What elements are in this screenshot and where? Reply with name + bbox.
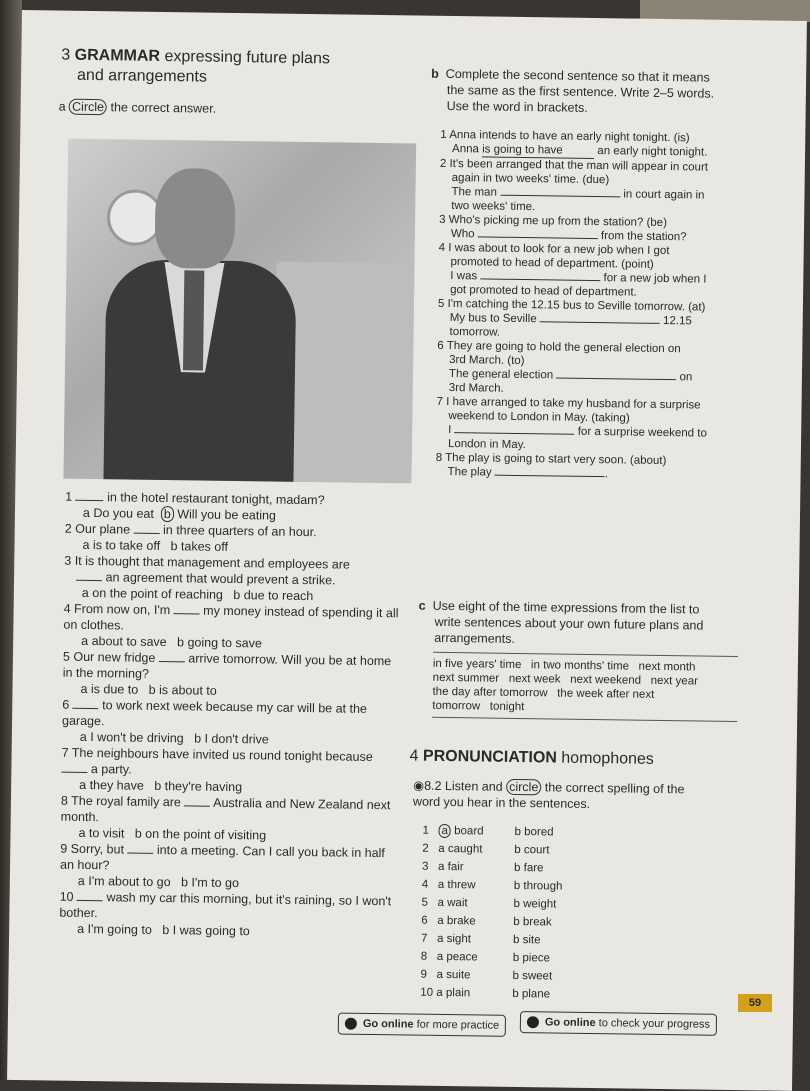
section3-title-rest: expressing future plans — [164, 47, 331, 68]
part-c-instruction: c Use eight of the time expressions from the list to write sentences about your own future plans and arrangements. — [418, 598, 704, 646]
section3a-instruction — [59, 99, 217, 117]
pair-row: 4 a threw b through — [421, 878, 563, 893]
part-b-label: b — [431, 66, 439, 81]
question-3-options: a on the point of reaching b due to reach — [81, 585, 314, 604]
question-9: 9 Sorry, but into a meeting. Can I call you back in half an hour? — [59, 841, 385, 873]
homophone-list — [420, 822, 622, 1005]
answer-field[interactable] — [480, 278, 600, 281]
time-expressions-list: in five years' time in two months' time next month next summer next week next weekend next year the day after tomorrow the week after next tomorrow tonight — [432, 652, 738, 722]
part-b-instruction: b Complete the second sentence so that it means the same as the first sentence. Write 2–5 words. Use the word in brackets. — [431, 66, 715, 115]
pair-row: 8 a peace b piece — [420, 950, 550, 965]
grammar-questions — [59, 489, 405, 942]
check-progress-button[interactable]: Go online to check your progress — [520, 1011, 717, 1036]
question-3: 3 It is thought that management and employees are — [64, 553, 350, 572]
b-item-2: 2 It's been arranged that the man will appear in court — [439, 157, 709, 174]
answer-field[interactable] — [540, 321, 660, 324]
answer-field[interactable] — [500, 195, 620, 198]
section4-heading: 4 PRONUNCIATION homophones — [409, 747, 654, 768]
pair-row: 10 a plain b plane — [420, 986, 551, 1001]
b-item-3: 3 Who's picking me up from the station? (be) — [439, 213, 668, 230]
part-b-items: 1 Anna intends to have an early night tonight. (is) Anna is going to have an early night tonight. 2 It's been arranged that the man will appear in court again in two weeks' time. (due) The man in court again in two weeks' time. 3 Who's picking me up from the station? (be) Who from the station? 4 I was about to look for a new job when I got promoted to head of department. (point) I was for a new job when I got promoted to head of department. 5 I'm catching the 12.15 bus to Seville tomorrow. (at) My bus to Seville 12.15 tomorrow. 6 They are going to hold the general election on 3rd March. (to) The general election on 3rd March. 7 I have arranged to take my husband for a surprise weekend to London in May. (taking) I for a surprise weekend to London in May. 8 The play is going to start very soon. (about) The play . — [435, 128, 740, 483]
part-a-instruction: the correct answer. — [110, 100, 217, 116]
question-10-options: a I'm going to b I was going to — [77, 921, 250, 939]
question-4: 4 From now on, I'm my money instead of spending it all on clothes. — [63, 601, 399, 633]
businessman-photo — [63, 139, 416, 484]
answer-field[interactable] — [478, 236, 598, 239]
question-7: 7 The neighbours have invited us round tonight because a party. — [61, 745, 373, 777]
question-3-cont: an agreement that would prevent a strike. — [64, 569, 404, 590]
pair-row: 5 a wait b weight — [421, 896, 557, 911]
b-item-4: 4 I was about to look for a new job when I got — [438, 241, 670, 258]
b-item-6: 6 They are going to hold the general election on — [437, 339, 681, 356]
audio-icon[interactable]: ◉ — [413, 778, 425, 793]
section4-instruction: ◉8.2 Listen and circle the correct spelling of the word you hear in the sentences. — [412, 778, 685, 812]
part-a-label: a — [58, 99, 66, 114]
pair-row: 7 a sight b site — [420, 932, 541, 947]
question-8: 8 The royal family are Australia and New Zealand next month. — [60, 793, 391, 825]
answer-field[interactable] — [455, 432, 575, 435]
circle-word: Circle — [69, 99, 107, 116]
tie-image — [183, 270, 204, 370]
answer-field[interactable] — [495, 475, 605, 478]
question-5: 5 Our new fridge arrive tomorrow. Will you be at home in the morning? — [62, 649, 392, 681]
question-1: 1 in the hotel restaurant tonight, madam? — [65, 489, 325, 508]
section4-title: PRONUNCIATION — [422, 747, 558, 767]
pair-row: 1 a board b bored — [422, 824, 554, 839]
face-image — [154, 168, 235, 269]
question-10: 10 wash my car this morning, but it's raining, so I won't bother. — [59, 889, 392, 921]
question-5-options: a is due to b is about to — [80, 681, 217, 698]
b-item-8: 8 The play is going to start very soon. (about) — [435, 451, 667, 468]
check-icon — [527, 1016, 539, 1028]
b-item-7: 7 I have arranged to take my husband for a surprise — [436, 395, 701, 412]
question-6: 6 to work next week because my car will be at the garage. — [61, 697, 368, 729]
answer-example: is going to have — [482, 142, 594, 159]
page-number: 59 — [738, 994, 772, 1012]
arrow-icon — [345, 1018, 357, 1030]
section3-number: 3 — [61, 46, 71, 64]
answer-field[interactable] — [556, 377, 676, 380]
question-4-options: a about to save b going to save — [81, 633, 262, 651]
textbook-page — [7, 10, 807, 1091]
section3-heading-line2: and arrangements — [76, 66, 208, 86]
question-8-options: a to visit b on the point of visiting — [78, 825, 267, 843]
online-practice-button[interactable]: Go online for more practice — [338, 1013, 507, 1037]
pair-row: 6 a brake b break — [421, 914, 552, 929]
part-c-label: c — [418, 598, 426, 613]
pair-row: 9 a suite b sweet — [420, 968, 553, 983]
pair-row: 3 a fair b fare — [421, 860, 544, 875]
pair-row: 2 a caught b court — [422, 842, 550, 857]
b-item-5: 5 I'm catching the 12.15 bus to Seville tomorrow. (at) — [437, 297, 706, 314]
question-1-options: a Do you eat b Will you be eating — [82, 505, 277, 523]
question-7-options: a they have b they're having — [79, 777, 243, 795]
section3-title: GRAMMAR — [74, 46, 161, 65]
b-item-1: 1 Anna intends to have an early night tonight. (is) — [440, 128, 690, 145]
question-2-options: a is to take off b takes off — [82, 537, 229, 554]
question-6-options: a I won't be driving b I don't drive — [79, 729, 269, 747]
question-2: 2 Our plane in three quarters of an hour. — [64, 521, 317, 540]
question-9-options: a I'm about to go b I'm to go — [77, 873, 240, 891]
section3-heading — [61, 47, 330, 69]
